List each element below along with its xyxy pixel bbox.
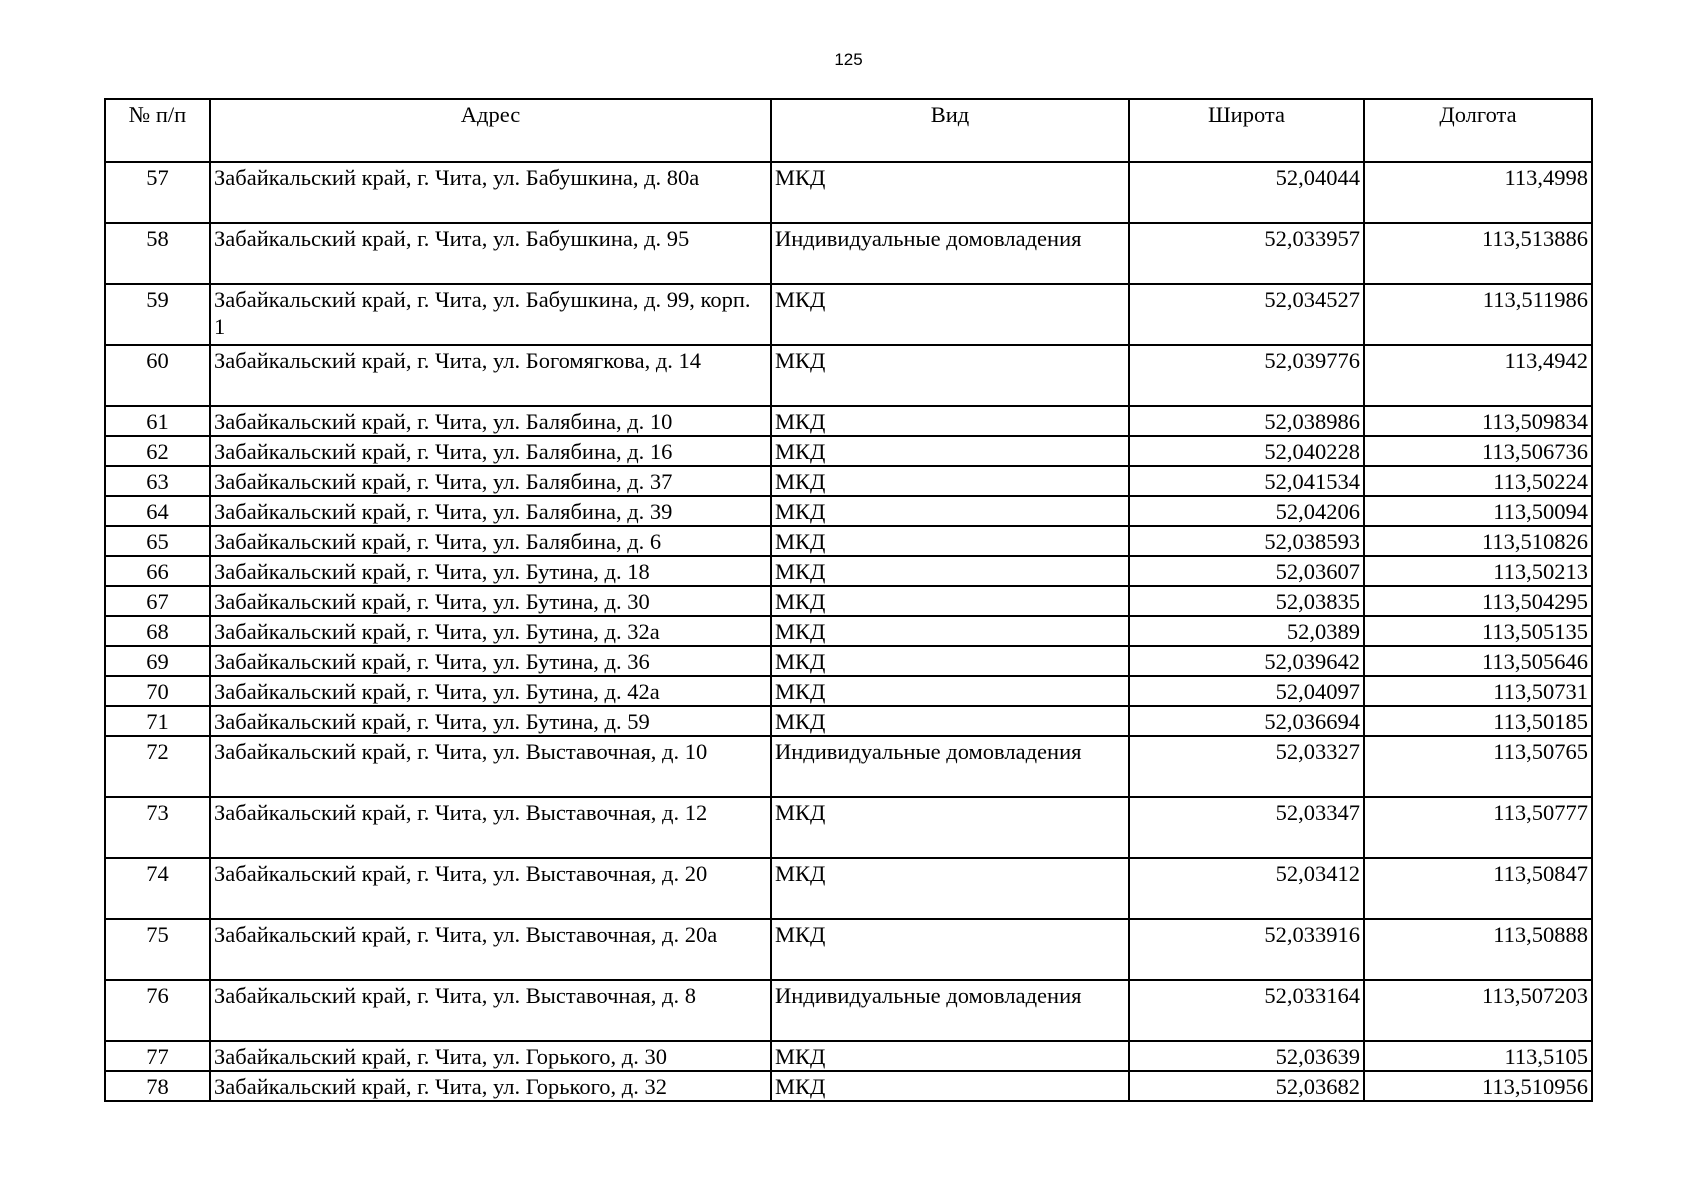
cell-number: 71 (105, 706, 210, 736)
cell-address: Забайкальский край, г. Чита, ул. Балябина, д. 39 (210, 496, 771, 526)
cell-number: 74 (105, 858, 210, 919)
cell-longitude: 113,505646 (1364, 646, 1592, 676)
table-row (105, 797, 1592, 858)
cell-address: Забайкальский край, г. Чита, ул. Балябина, д. 16 (210, 436, 771, 466)
table-row (105, 496, 1592, 526)
cell-kind: МКД (771, 284, 1129, 345)
cell-latitude: 52,04097 (1129, 676, 1364, 706)
cell-latitude: 52,033916 (1129, 919, 1364, 980)
cell-number: 67 (105, 586, 210, 616)
cell-address: Забайкальский край, г. Чита, ул. Выставочная, д. 20а (210, 919, 771, 980)
header-address: Адрес (210, 99, 771, 162)
cell-number: 78 (105, 1071, 210, 1101)
table-row (105, 162, 1592, 223)
table-row (105, 526, 1592, 556)
table-row (105, 676, 1592, 706)
table-row (105, 556, 1592, 586)
cell-kind: МКД (771, 526, 1129, 556)
cell-kind: Индивидуальные домовладения (771, 736, 1129, 797)
cell-kind: МКД (771, 496, 1129, 526)
cell-number: 68 (105, 616, 210, 646)
header-longitude: Долгота (1364, 99, 1592, 162)
cell-kind: МКД (771, 1071, 1129, 1101)
cell-number: 69 (105, 646, 210, 676)
cell-address: Забайкальский край, г. Чита, ул. Бутина, д. 59 (210, 706, 771, 736)
cell-kind: МКД (771, 406, 1129, 436)
table-row (105, 706, 1592, 736)
cell-kind: МКД (771, 919, 1129, 980)
cell-latitude: 52,039642 (1129, 646, 1364, 676)
cell-latitude: 52,041534 (1129, 466, 1364, 496)
cell-latitude: 52,04044 (1129, 162, 1364, 223)
cell-address: Забайкальский край, г. Чита, ул. Бутина, д. 42а (210, 676, 771, 706)
cell-latitude: 52,04206 (1129, 496, 1364, 526)
cell-latitude: 52,03682 (1129, 1071, 1364, 1101)
cell-kind: МКД (771, 345, 1129, 406)
cell-number: 77 (105, 1041, 210, 1071)
cell-latitude: 52,03327 (1129, 736, 1364, 797)
cell-number: 60 (105, 345, 210, 406)
cell-address: Забайкальский край, г. Чита, ул. Богомягкова, д. 14 (210, 345, 771, 406)
cell-address: Забайкальский край, г. Чита, ул. Бабушкина, д. 99, корп. 1 (210, 284, 771, 345)
cell-kind: Индивидуальные домовладения (771, 223, 1129, 284)
cell-address: Забайкальский край, г. Чита, ул. Выставочная, д. 8 (210, 980, 771, 1041)
cell-latitude: 52,038593 (1129, 526, 1364, 556)
cell-longitude: 113,4942 (1364, 345, 1592, 406)
table-row (105, 223, 1592, 284)
cell-kind: МКД (771, 1041, 1129, 1071)
cell-kind: Индивидуальные домовладения (771, 980, 1129, 1041)
cell-number: 58 (105, 223, 210, 284)
cell-address: Забайкальский край, г. Чита, ул. Бутина, д. 18 (210, 556, 771, 586)
table-row (105, 466, 1592, 496)
cell-address: Забайкальский край, г. Чита, ул. Бутина, д. 32а (210, 616, 771, 646)
cell-longitude: 113,50765 (1364, 736, 1592, 797)
cell-longitude: 113,4998 (1364, 162, 1592, 223)
cell-longitude: 113,513886 (1364, 223, 1592, 284)
cell-address: Забайкальский край, г. Чита, ул. Балябина, д. 10 (210, 406, 771, 436)
cell-kind: МКД (771, 797, 1129, 858)
cell-latitude: 52,03347 (1129, 797, 1364, 858)
cell-longitude: 113,50185 (1364, 706, 1592, 736)
cell-latitude: 52,03607 (1129, 556, 1364, 586)
cell-latitude: 52,033957 (1129, 223, 1364, 284)
address-coordinates-table (104, 98, 1593, 1102)
cell-longitude: 113,5105 (1364, 1041, 1592, 1071)
cell-longitude: 113,50094 (1364, 496, 1592, 526)
cell-latitude: 52,033164 (1129, 980, 1364, 1041)
cell-kind: МКД (771, 676, 1129, 706)
cell-longitude: 113,505135 (1364, 616, 1592, 646)
cell-latitude: 52,03412 (1129, 858, 1364, 919)
table-row (105, 646, 1592, 676)
table-body (105, 162, 1592, 1101)
cell-kind: МКД (771, 436, 1129, 466)
cell-number: 63 (105, 466, 210, 496)
cell-address: Забайкальский край, г. Чита, ул. Выставочная, д. 20 (210, 858, 771, 919)
table-row (105, 284, 1592, 345)
table-row (105, 980, 1592, 1041)
table-header-row (105, 99, 1592, 162)
cell-longitude: 113,511986 (1364, 284, 1592, 345)
cell-address: Забайкальский край, г. Чита, ул. Балябина, д. 37 (210, 466, 771, 496)
cell-address: Забайкальский край, г. Чита, ул. Выставочная, д. 10 (210, 736, 771, 797)
cell-longitude: 113,50847 (1364, 858, 1592, 919)
cell-address: Забайкальский край, г. Чита, ул. Бутина, д. 36 (210, 646, 771, 676)
cell-number: 59 (105, 284, 210, 345)
cell-address: Забайкальский край, г. Чита, ул. Бутина, д. 30 (210, 586, 771, 616)
cell-latitude: 52,038986 (1129, 406, 1364, 436)
cell-longitude: 113,510826 (1364, 526, 1592, 556)
cell-number: 66 (105, 556, 210, 586)
cell-latitude: 52,0389 (1129, 616, 1364, 646)
cell-longitude: 113,50213 (1364, 556, 1592, 586)
cell-kind: МКД (771, 858, 1129, 919)
cell-longitude: 113,50731 (1364, 676, 1592, 706)
cell-kind: МКД (771, 646, 1129, 676)
cell-longitude: 113,504295 (1364, 586, 1592, 616)
cell-longitude: 113,50777 (1364, 797, 1592, 858)
table-row (105, 1071, 1592, 1101)
cell-number: 62 (105, 436, 210, 466)
table-row (105, 586, 1592, 616)
cell-address: Забайкальский край, г. Чита, ул. Бабушкина, д. 80а (210, 162, 771, 223)
table-row (105, 919, 1592, 980)
cell-latitude: 52,03835 (1129, 586, 1364, 616)
cell-longitude: 113,509834 (1364, 406, 1592, 436)
table-row (105, 736, 1592, 797)
cell-kind: МКД (771, 162, 1129, 223)
cell-longitude: 113,510956 (1364, 1071, 1592, 1101)
cell-longitude: 113,50888 (1364, 919, 1592, 980)
cell-number: 73 (105, 797, 210, 858)
cell-address: Забайкальский край, г. Чита, ул. Выставочная, д. 12 (210, 797, 771, 858)
table-row (105, 616, 1592, 646)
cell-kind: МКД (771, 706, 1129, 736)
cell-latitude: 52,040228 (1129, 436, 1364, 466)
cell-number: 76 (105, 980, 210, 1041)
cell-address: Забайкальский край, г. Чита, ул. Бабушкина, д. 95 (210, 223, 771, 284)
cell-number: 72 (105, 736, 210, 797)
cell-kind: МКД (771, 466, 1129, 496)
header-number: № п/п (105, 99, 210, 162)
table-row (105, 436, 1592, 466)
cell-latitude: 52,039776 (1129, 345, 1364, 406)
cell-number: 75 (105, 919, 210, 980)
header-kind: Вид (771, 99, 1129, 162)
page-number: 125 (834, 50, 863, 69)
cell-address: Забайкальский край, г. Чита, ул. Балябина, д. 6 (210, 526, 771, 556)
cell-kind: МКД (771, 556, 1129, 586)
cell-address: Забайкальский край, г. Чита, ул. Горького, д. 30 (210, 1041, 771, 1071)
cell-longitude: 113,50224 (1364, 466, 1592, 496)
cell-number: 70 (105, 676, 210, 706)
cell-latitude: 52,036694 (1129, 706, 1364, 736)
cell-number: 61 (105, 406, 210, 436)
cell-kind: МКД (771, 586, 1129, 616)
cell-number: 64 (105, 496, 210, 526)
cell-kind: МКД (771, 616, 1129, 646)
table-row (105, 858, 1592, 919)
table-row (105, 345, 1592, 406)
cell-latitude: 52,03639 (1129, 1041, 1364, 1071)
header-latitude: Широта (1129, 99, 1364, 162)
cell-number: 65 (105, 526, 210, 556)
cell-longitude: 113,506736 (1364, 436, 1592, 466)
cell-latitude: 52,034527 (1129, 284, 1364, 345)
table-row (105, 406, 1592, 436)
cell-number: 57 (105, 162, 210, 223)
table-row (105, 1041, 1592, 1071)
cell-address: Забайкальский край, г. Чита, ул. Горького, д. 32 (210, 1071, 771, 1101)
cell-longitude: 113,507203 (1364, 980, 1592, 1041)
